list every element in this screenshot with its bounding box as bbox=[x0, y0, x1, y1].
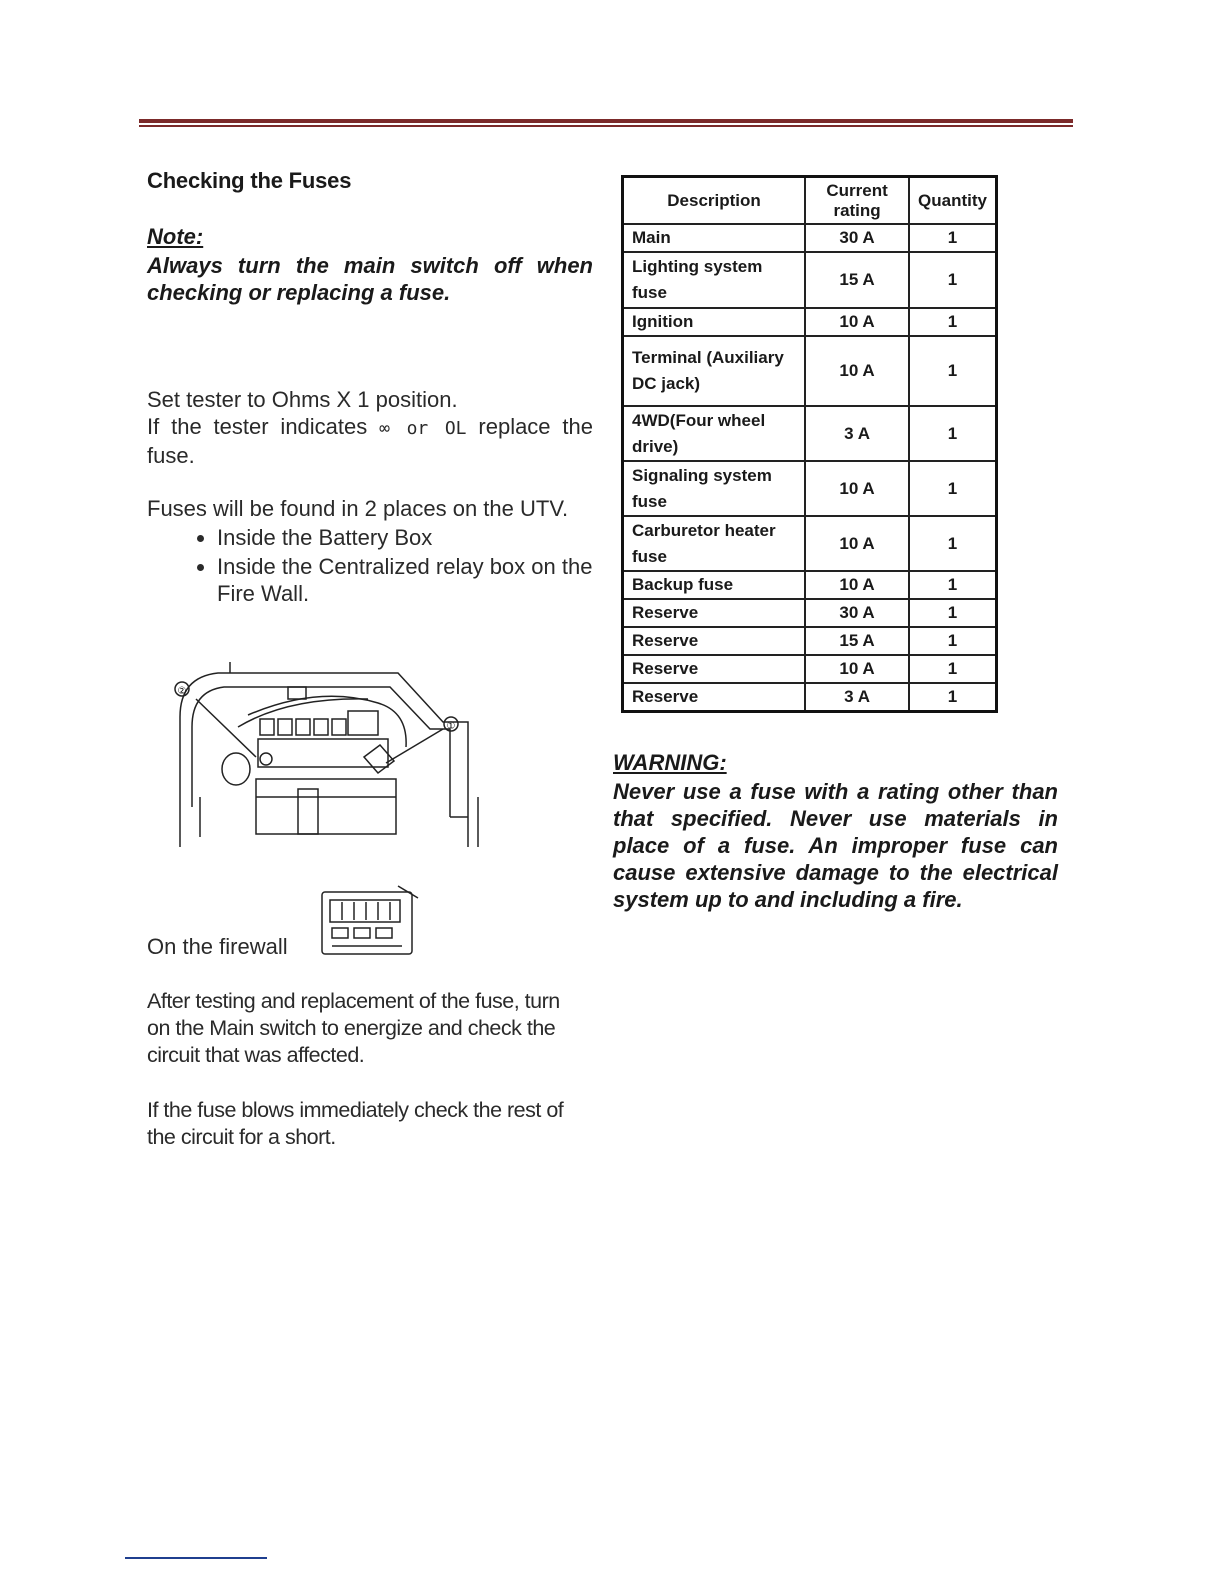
note-label: Note: bbox=[147, 224, 204, 249]
header-current-rating: Current rating bbox=[805, 177, 909, 225]
header-quantity: Quantity bbox=[909, 177, 996, 225]
table-row bbox=[623, 336, 997, 406]
cell-rating: 3 A bbox=[805, 406, 909, 461]
table-row bbox=[623, 627, 997, 655]
header-rule-thin bbox=[139, 125, 1073, 127]
cell-rating: 15 A bbox=[805, 252, 909, 308]
table-row bbox=[623, 571, 997, 599]
table-row bbox=[623, 461, 997, 516]
table-row bbox=[623, 655, 997, 683]
cell-rating: 15 A bbox=[805, 627, 909, 655]
table-row bbox=[623, 224, 997, 252]
cell-rating: 10 A bbox=[805, 655, 909, 683]
relay-box-diagram bbox=[318, 884, 422, 960]
list-item: • Inside the Battery Box bbox=[217, 524, 593, 551]
cell-description: Lighting system fuse bbox=[623, 252, 806, 308]
cell-description: Reserve bbox=[623, 655, 806, 683]
cell-description: Signaling system fuse bbox=[623, 461, 806, 516]
cell-description: Ignition bbox=[623, 308, 806, 336]
cell-description: Main bbox=[623, 224, 806, 252]
cell-quantity: 1 bbox=[909, 627, 996, 655]
cell-quantity: 1 bbox=[909, 655, 996, 683]
note-text: Always turn the main switch off when checking or replacing a fuse. bbox=[147, 253, 593, 305]
cell-description: Carburetor heater fuse bbox=[623, 516, 806, 571]
cell-quantity: 1 bbox=[909, 599, 996, 627]
tester-line-2 bbox=[147, 413, 593, 469]
cell-quantity: 1 bbox=[909, 252, 996, 308]
left-column bbox=[147, 168, 593, 609]
cell-quantity: 1 bbox=[909, 571, 996, 599]
header-rule-thick bbox=[139, 119, 1073, 123]
warning-text: Never use a fuse with a rating other than that specified. Never use materials in place of a fuse. An improper fuse can cause extensive damage to the electrical system up to and including a fire. bbox=[613, 779, 1058, 912]
fuse-locations-list bbox=[147, 524, 593, 607]
cell-description: Reserve bbox=[623, 599, 806, 627]
cell-quantity: 1 bbox=[909, 461, 996, 516]
tester-line-1: Set tester to Ohms X 1 position. bbox=[147, 387, 458, 412]
after-testing-text: After testing and replacement of the fuse, turn on the Main switch to energize and check the circuit that was affected. bbox=[147, 989, 560, 1067]
cell-description: Terminal (Auxiliary DC jack) bbox=[623, 336, 806, 406]
fuse-blows-text: If the fuse blows immediately check the rest of the circuit for a short. bbox=[147, 1098, 564, 1149]
cell-description: Backup fuse bbox=[623, 571, 806, 599]
table-row bbox=[623, 308, 997, 336]
cell-quantity: 1 bbox=[909, 336, 996, 406]
cell-quantity: 1 bbox=[909, 224, 996, 252]
callout-1: ① bbox=[446, 721, 456, 732]
cell-quantity: 1 bbox=[909, 308, 996, 336]
table-row bbox=[623, 683, 997, 712]
firewall-label: On the firewall bbox=[147, 934, 288, 959]
fuse-locations-intro: Fuses will be found in 2 places on the UTV. bbox=[147, 496, 569, 521]
cell-quantity: 1 bbox=[909, 516, 996, 571]
cell-description: Reserve bbox=[623, 683, 806, 712]
cell-rating: 10 A bbox=[805, 336, 909, 406]
table-row bbox=[623, 406, 997, 461]
footer-rule bbox=[125, 1557, 267, 1559]
cell-rating: 3 A bbox=[805, 683, 909, 712]
tester-line-2-post: replace the fuse. bbox=[147, 414, 593, 468]
tester-line-2-pre: If the tester indicates bbox=[147, 414, 368, 439]
tester-instructions bbox=[147, 386, 593, 469]
cell-rating: 10 A bbox=[805, 461, 909, 516]
section-heading: Checking the Fuses bbox=[147, 168, 352, 193]
cell-rating: 10 A bbox=[805, 571, 909, 599]
cell-rating: 30 A bbox=[805, 224, 909, 252]
fuse-table bbox=[621, 175, 998, 713]
cell-quantity: 1 bbox=[909, 683, 996, 712]
cell-quantity: 1 bbox=[909, 406, 996, 461]
header-description: Description bbox=[623, 177, 806, 225]
table-header-row bbox=[623, 177, 997, 225]
table-row bbox=[623, 599, 997, 627]
cell-rating: 10 A bbox=[805, 516, 909, 571]
list-item: • Inside the Centralized relay box on the Fire Wall. bbox=[217, 553, 593, 607]
table-row bbox=[623, 252, 997, 308]
table-row bbox=[623, 516, 997, 571]
warning-block bbox=[613, 750, 1058, 913]
cell-rating: 30 A bbox=[805, 599, 909, 627]
callout-2: ② bbox=[177, 686, 187, 697]
tester-symbol: ∞ or OL bbox=[379, 418, 467, 439]
battery-box-diagram bbox=[168, 657, 488, 857]
cell-description: Reserve bbox=[623, 627, 806, 655]
cell-rating: 10 A bbox=[805, 308, 909, 336]
cell-description: 4WD(Four wheel drive) bbox=[623, 406, 806, 461]
warning-label: WARNING: bbox=[613, 750, 727, 775]
